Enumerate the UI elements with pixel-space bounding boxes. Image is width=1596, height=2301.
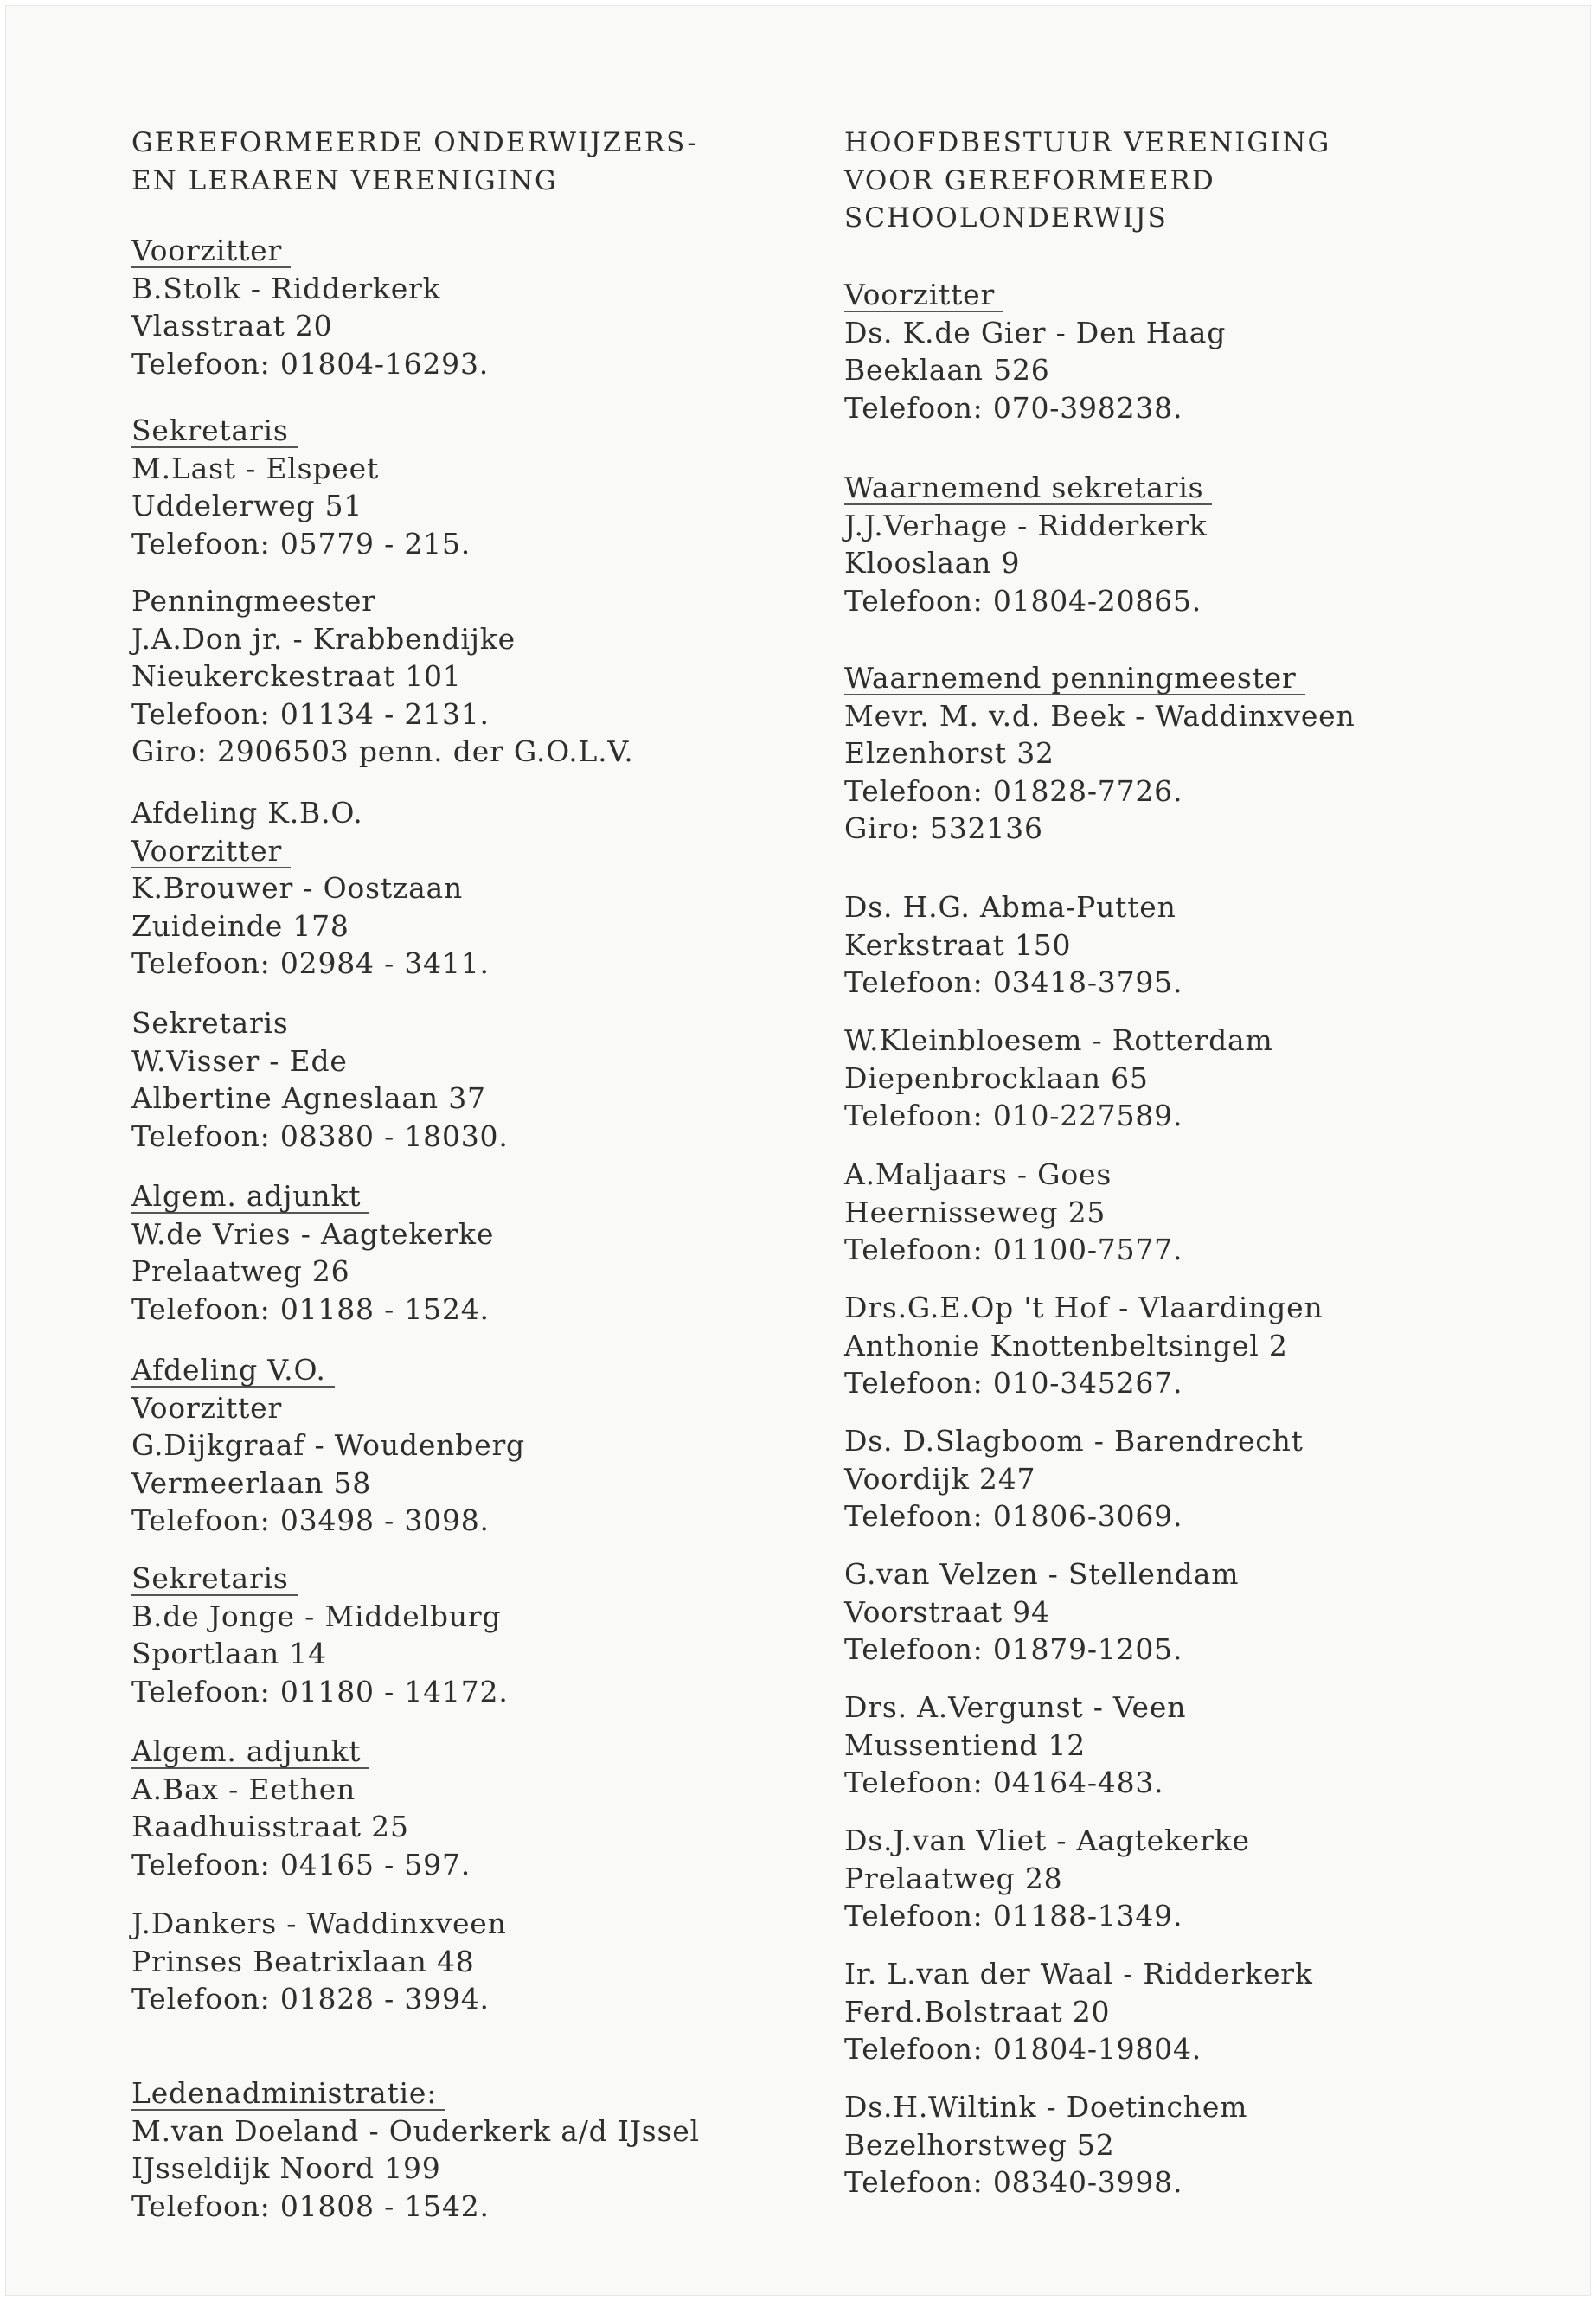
line-text: Kerkstraat 150 xyxy=(844,927,1072,962)
heading-line: EN LERAREN VERENIGING xyxy=(131,164,558,196)
line-text: Telefoon: 04165 - 597. xyxy=(131,1847,471,1881)
entry-line xyxy=(131,1771,471,1809)
line-text: Raadhuisstraat 25 xyxy=(131,1810,409,1843)
line-text: Sportlaan 14 xyxy=(131,1637,327,1670)
contact-entry xyxy=(131,1560,509,1710)
line-text: Telefoon: 01828-7726. xyxy=(844,773,1183,808)
line-text: M.Last - Elspeet xyxy=(131,451,380,485)
entry-title xyxy=(131,412,471,450)
entry-title xyxy=(131,582,634,620)
contact-entry xyxy=(131,794,490,983)
line-text: Telefoon: 03418-3795. xyxy=(844,965,1183,999)
entry-title xyxy=(844,1955,1313,1993)
entry-title xyxy=(844,276,1226,314)
contact-entry xyxy=(844,888,1183,1002)
entry-line xyxy=(131,620,634,658)
entry-title xyxy=(844,2088,1247,2126)
entry-line xyxy=(131,1635,509,1673)
entry-line xyxy=(131,733,634,771)
line-text: Telefoon: 03498 - 3098. xyxy=(131,1503,490,1537)
entry-line xyxy=(131,525,471,563)
entry-line xyxy=(844,582,1212,620)
line-text: J.Dankers - Waddinxveen xyxy=(131,1907,507,1940)
entry-line xyxy=(844,1060,1273,1098)
line-text: Afdeling K.B.O. xyxy=(131,796,363,830)
entry-line xyxy=(844,734,1356,772)
line-text: Ds.H.Wiltink - Doetinchem xyxy=(844,2090,1248,2124)
entry-line xyxy=(131,1426,525,1465)
entry-title xyxy=(131,1905,507,1943)
underlined-role-label: Sekretaris xyxy=(131,415,298,448)
entry-line xyxy=(131,1943,507,1981)
line-text: Telefoon: 01180 - 14172. xyxy=(131,1674,509,1708)
line-text: Voorzitter xyxy=(131,1390,283,1425)
line-text: Telefoon: 01100-7577. xyxy=(844,1233,1183,1266)
underlined-role-label: Algem. adjunkt xyxy=(131,1181,369,1214)
contact-entry xyxy=(131,1905,507,2018)
underlined-role-label: Afdeling V.O. xyxy=(131,1355,335,1388)
line-text: Telefoon: 01188-1349. xyxy=(844,1899,1183,1932)
contact-entry xyxy=(844,1689,1186,1802)
underlined-role-label: Voorzitter xyxy=(844,279,1003,312)
line-text: Telefoon: 010-227589. xyxy=(844,1099,1183,1132)
line-text: Telefoon: 01804-16293. xyxy=(131,346,490,381)
entry-line xyxy=(844,1993,1313,2031)
line-text: Drs.G.E.Op 't Hof - Vlaardingen xyxy=(844,1291,1324,1324)
right-column-heading xyxy=(844,125,1330,238)
line-text: W.de Vries - Aagtekerke xyxy=(131,1216,495,1251)
contact-entry xyxy=(131,582,634,771)
entry-line xyxy=(131,869,490,907)
line-text: Voorstraat 94 xyxy=(844,1594,1050,1629)
entry-title xyxy=(844,1422,1304,1460)
entry-line xyxy=(844,507,1212,545)
entry-line xyxy=(131,1598,509,1636)
underlined-role-label: Waarnemend penningmeester xyxy=(844,663,1305,695)
underlined-role-label: Voorzitter xyxy=(131,836,291,868)
heading-line: HOOFDBESTUUR VERENIGING xyxy=(844,127,1331,158)
line-text: Mussentiend 12 xyxy=(844,1727,1086,1762)
entry-line xyxy=(844,1860,1250,1898)
entry-line xyxy=(131,2112,700,2150)
entry-line xyxy=(844,964,1183,1002)
entry-line xyxy=(131,1253,494,1291)
line-text: Uddelerweg 51 xyxy=(131,489,363,522)
contact-entry xyxy=(131,412,471,562)
entry-line xyxy=(131,1465,525,1503)
contact-entry xyxy=(844,1555,1239,1669)
line-text: Sekretaris xyxy=(131,1006,289,1040)
entry-line xyxy=(844,772,1356,811)
contact-entry xyxy=(131,2074,700,2225)
line-text: Telefoon: 01808 - 1542. xyxy=(131,2189,490,2223)
line-text: A.Maljaars - Goes xyxy=(844,1157,1112,1191)
entry-line xyxy=(844,2163,1247,2202)
entry-title xyxy=(131,1004,509,1042)
line-text: Prelaatweg 26 xyxy=(131,1254,350,1288)
entry-title xyxy=(844,888,1183,926)
entry-line xyxy=(844,2126,1247,2164)
line-text: Telefoon: 01828 - 3994. xyxy=(131,1982,490,2016)
contact-entry xyxy=(131,1177,494,1328)
line-text: J.A.Don jr. - Krabbendijke xyxy=(131,621,516,656)
entry-line xyxy=(131,657,634,695)
entry-line xyxy=(131,487,471,525)
left-column-heading xyxy=(131,125,698,200)
entry-line xyxy=(131,1808,471,1846)
entry-line xyxy=(131,1389,525,1427)
line-text: Telefoon: 070-398238. xyxy=(844,390,1183,425)
entry-line xyxy=(131,1080,509,1118)
contact-entry xyxy=(844,2088,1247,2202)
line-text: Drs. A.Vergunst - Veen xyxy=(844,1690,1187,1724)
entry-title xyxy=(844,469,1212,507)
entry-line xyxy=(131,1215,494,1253)
contact-entry xyxy=(844,659,1356,848)
entry-line xyxy=(844,1727,1186,1765)
contact-entry xyxy=(844,276,1226,426)
contact-entry xyxy=(844,1156,1183,1269)
line-text: Telefoon: 01804-19804. xyxy=(844,2032,1202,2066)
line-text: Heernisseweg 25 xyxy=(844,1195,1106,1229)
heading-line: SCHOOLONDERWIJS xyxy=(844,202,1168,234)
entry-title xyxy=(844,1289,1324,1327)
entry-line xyxy=(844,1460,1304,1498)
contact-entry xyxy=(844,1289,1324,1402)
line-text: J.J.Verhage - Ridderkerk xyxy=(844,508,1208,542)
entry-line xyxy=(131,2150,700,2188)
entry-line xyxy=(131,1502,525,1540)
entry-line xyxy=(131,1980,507,2018)
underlined-role-label: Ledenadministratie: xyxy=(131,2078,445,2111)
entry-title xyxy=(131,2074,700,2112)
entry-line xyxy=(844,389,1226,427)
line-text: Vlasstraat 20 xyxy=(131,309,333,343)
entry-line xyxy=(131,307,489,345)
entry-line xyxy=(131,1291,494,1329)
entry-title xyxy=(131,1560,509,1598)
entry-title xyxy=(131,1351,525,1389)
entry-line xyxy=(131,832,490,870)
entry-line xyxy=(844,314,1226,352)
entry-line xyxy=(844,810,1356,848)
line-text: Telefoon: 05779 - 215. xyxy=(131,526,471,561)
entry-title xyxy=(844,1822,1250,1860)
line-text: Zuideinde 178 xyxy=(131,908,349,943)
underlined-role-label: Voorzitter xyxy=(131,235,291,268)
entry-line xyxy=(844,1194,1183,1232)
line-text: Ds. K.de Gier - Den Haag xyxy=(844,315,1227,349)
line-text: Voordijk 247 xyxy=(844,1461,1036,1496)
line-text: Giro: 2906503 penn. der G.O.L.V. xyxy=(131,734,634,768)
entry-line xyxy=(131,907,490,945)
entry-line xyxy=(131,695,634,734)
line-text: Telefoon: 08340-3998. xyxy=(844,2165,1183,2199)
entry-title xyxy=(844,1022,1273,1060)
line-text: Telefoon: 01806-3069. xyxy=(844,1499,1183,1533)
contact-entry xyxy=(844,1955,1313,2068)
line-text: Ir. L.van der Waal - Ridderkerk xyxy=(844,1957,1313,1990)
line-text: Telefoon: 01134 - 2131. xyxy=(131,696,490,731)
entry-title xyxy=(844,1689,1186,1727)
contact-entry xyxy=(131,1351,525,1540)
entry-line xyxy=(844,1097,1273,1135)
line-text: Elzenhorst 32 xyxy=(844,736,1054,770)
contact-entry xyxy=(131,1004,509,1155)
entry-line xyxy=(131,945,490,983)
line-text: Vermeerlaan 58 xyxy=(131,1465,372,1500)
entry-line xyxy=(131,1673,509,1711)
underlined-role-label: Algem. adjunkt xyxy=(131,1736,369,1769)
entry-title xyxy=(131,232,489,270)
line-text: Giro: 532136 xyxy=(844,811,1043,845)
line-text: Telefoon: 08380 - 18030. xyxy=(131,1118,509,1153)
contact-entry xyxy=(131,1733,471,1883)
line-text: Ds. D.Slagboom - Barendrecht xyxy=(844,1424,1304,1458)
entry-title xyxy=(131,1177,494,1215)
entry-line xyxy=(844,1631,1239,1669)
line-text: Prelaatweg 28 xyxy=(844,1861,1063,1895)
entry-title xyxy=(131,1733,471,1771)
line-text: Klooslaan 9 xyxy=(844,546,1021,580)
line-text: W.Kleinbloesem - Rotterdam xyxy=(844,1023,1273,1057)
line-text: Nieukerckestraat 101 xyxy=(131,659,462,693)
line-text: Telefoon: 01188 - 1524. xyxy=(131,1292,490,1326)
line-text: Telefoon: 010-345267. xyxy=(844,1366,1183,1400)
entry-line xyxy=(844,1364,1324,1402)
entry-line xyxy=(131,345,489,383)
line-text: M.van Doeland - Ouderkerk a/d IJssel xyxy=(131,2113,700,2148)
entry-line xyxy=(844,1327,1324,1365)
entry-line xyxy=(131,270,489,308)
entry-line xyxy=(844,1497,1304,1535)
line-text: Mevr. M. v.d. Beek - Waddinxveen xyxy=(844,698,1356,733)
contact-entry xyxy=(844,1422,1304,1535)
underlined-role-label: Sekretaris xyxy=(131,1563,298,1596)
line-text: Beeklaan 526 xyxy=(844,353,1050,387)
contact-entry xyxy=(844,469,1212,619)
heading-line: VOOR GEREFORMEERD xyxy=(844,164,1215,196)
line-text: G.van Velzen - Stellendam xyxy=(844,1557,1240,1591)
entry-line xyxy=(844,1593,1239,1631)
entry-line xyxy=(131,1846,471,1884)
contact-entry xyxy=(844,1022,1273,1135)
line-text: Ferd.Bolstraat 20 xyxy=(844,1994,1111,2029)
line-text: Penningmeester xyxy=(131,584,376,618)
entry-line xyxy=(131,1118,509,1156)
heading-line: GEREFORMEERDE ONDERWIJZERS- xyxy=(131,127,698,158)
line-text: IJsseldijk Noord 199 xyxy=(131,2151,441,2185)
line-text: B.de Jonge - Middelburg xyxy=(131,1599,502,1633)
line-text: A.Bax - Eethen xyxy=(131,1772,356,1806)
line-text: Telefoon: 01804-20865. xyxy=(844,583,1202,618)
entry-line xyxy=(844,926,1183,965)
line-text: B.Stolk - Ridderkerk xyxy=(131,271,441,305)
line-text: Telefoon: 02984 - 3411. xyxy=(131,946,490,980)
entry-title xyxy=(844,659,1356,697)
line-text: W.Visser - Ede xyxy=(131,1043,348,1078)
line-text: Ds. H.G. Abma-Putten xyxy=(844,890,1176,924)
line-text: Telefoon: 04164-483. xyxy=(844,1766,1164,1799)
entry-line xyxy=(844,1764,1186,1802)
entry-line xyxy=(131,2188,700,2226)
contact-entry xyxy=(844,1822,1250,1935)
line-text: Telefoon: 01879-1205. xyxy=(844,1632,1183,1666)
entry-line xyxy=(131,1042,509,1080)
entry-title xyxy=(131,794,490,832)
line-text: K.Brouwer - Oostzaan xyxy=(131,871,464,905)
line-text: Prinses Beatrixlaan 48 xyxy=(131,1944,475,1978)
underlined-role-label: Waarnemend sekretaris xyxy=(844,472,1212,505)
entry-title xyxy=(844,1156,1183,1194)
document-page xyxy=(5,5,1591,2296)
entry-line xyxy=(844,351,1226,389)
entry-line xyxy=(844,1231,1183,1269)
line-text: G.Dijkgraaf - Woudenberg xyxy=(131,1428,525,1462)
line-text: Diepenbrocklaan 65 xyxy=(844,1061,1149,1095)
entry-line xyxy=(844,2030,1313,2068)
line-text: Ds.J.van Vliet - Aagtekerke xyxy=(844,1823,1250,1857)
contact-entry xyxy=(131,232,489,382)
entry-line xyxy=(844,544,1212,582)
entry-line xyxy=(131,450,471,488)
entry-title xyxy=(844,1555,1239,1593)
line-text: Anthonie Knottenbeltsingel 2 xyxy=(844,1328,1288,1362)
line-text: Albertine Agneslaan 37 xyxy=(131,1081,486,1115)
entry-line xyxy=(844,1897,1250,1935)
entry-line xyxy=(844,697,1356,735)
line-text: Bezelhorstweg 52 xyxy=(844,2127,1115,2162)
